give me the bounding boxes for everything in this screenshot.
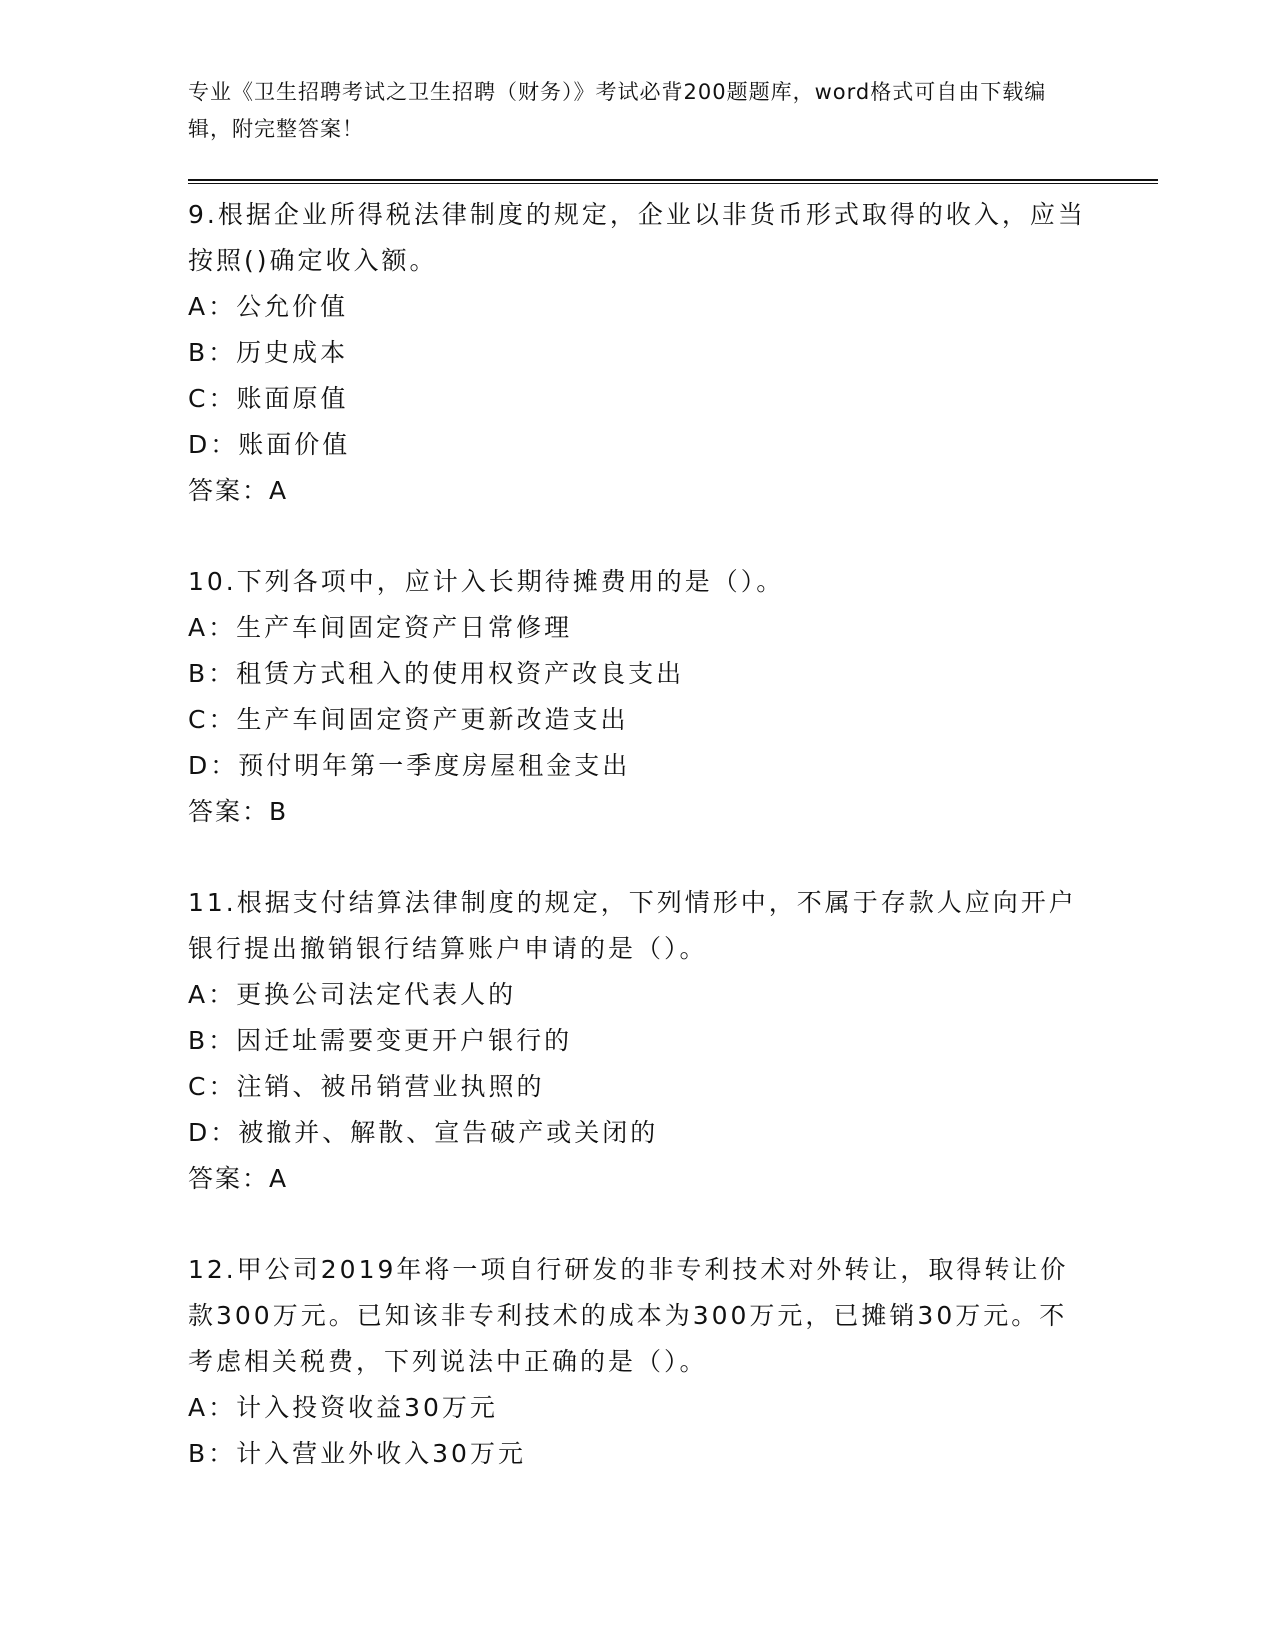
answer: 答案：A: [188, 1164, 289, 1193]
question-text: 10.下列各项中，应计入长期待摊费用的是（）。: [188, 567, 785, 596]
option-c: C：生产车间固定资产更新改造支出: [188, 705, 629, 734]
question-text: 11.根据支付结算法律制度的规定，下列情形中，不属于存款人应向开户银行提出撤销银行结算账户申请的是（）。: [188, 888, 1077, 963]
option-b: B：租赁方式租入的使用权资产改良支出: [188, 659, 685, 688]
answer: 答案：A: [188, 476, 289, 505]
option-b: B：因迁址需要变更开户银行的: [188, 1026, 573, 1055]
header-rule-thick: [188, 179, 1158, 181]
option-d: D：预付明年第一季度房屋租金支出: [188, 751, 631, 780]
option-d: D：被撤并、解散、宣告破产或关闭的: [188, 1118, 659, 1147]
option-a: A：更换公司法定代表人的: [188, 980, 517, 1009]
option-c: C：注销、被吊销营业执照的: [188, 1072, 545, 1101]
question-10: [188, 559, 1088, 835]
header-rule-thin: [188, 183, 1158, 184]
question-9: [188, 192, 1088, 514]
question-text: 12.甲公司2019年将一项自行研发的非专利技术对外转让，取得转让价款300万元。已知该非专利技术的成本为300万元，已摊销30万元。不考虑相关税费，下列说法中正确的是（）。: [188, 1255, 1069, 1376]
option-a: A：生产车间固定资产日常修理: [188, 613, 573, 642]
question-text: 9.根据企业所得税法律制度的规定，企业以非货币形式取得的收入，应当按照()确定收入额。: [188, 200, 1086, 275]
option-c: C：账面原值: [188, 384, 349, 413]
question-11: [188, 880, 1088, 1202]
option-a: A：计入投资收益30万元: [188, 1393, 498, 1422]
document-header: 专业《卫生招聘考试之卫生招聘（财务）》考试必背200题题库，word格式可自由下载编辑，附完整答案！: [188, 80, 1047, 141]
option-b: B：历史成本: [188, 338, 349, 367]
question-list: [188, 192, 1088, 1522]
question-12: [188, 1247, 1088, 1477]
option-d: D：账面价值: [188, 430, 351, 459]
option-a: A：公允价值: [188, 292, 349, 321]
answer: 答案：B: [188, 797, 289, 826]
option-b: B：计入营业外收入30万元: [188, 1439, 526, 1468]
